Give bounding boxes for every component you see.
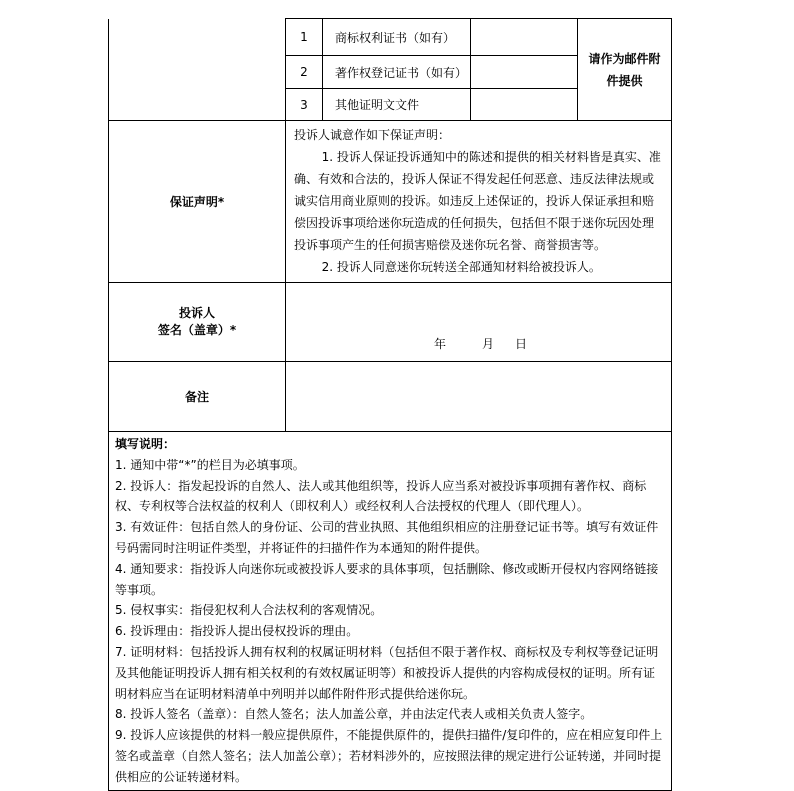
evidence-name: 其他证明文文件 [323,89,471,121]
remarks-label: 备注 [109,362,286,432]
remarks-field[interactable] [286,362,672,432]
signature-label-line2: 签名（盖章）* [157,323,237,337]
evidence-value-cell[interactable] [471,56,578,89]
complaint-form [108,18,671,791]
instruction-item: 2. 投诉人：指发起投诉的自然人、法人或其他组织等，投诉人应当系对被投诉事项拥有著作权、商标权、专利权等合法权益的权利人（即权利人）或经权利人合法授权的代理人（即代理人）。 [115,478,647,514]
guarantee-label: 保证声明* [109,121,286,283]
instructions-title: 填写说明： [115,437,176,451]
evidence-no: 3 [286,89,323,121]
guarantee-row [109,121,672,283]
guarantee-p2: 2. 投诉人同意迷你玩转送全部通知材料给被投诉人。 [321,260,601,274]
instructions [109,432,672,791]
signature-label-line1: 投诉人 [178,306,215,320]
guarantee-content [286,121,672,283]
instruction-item: 4. 通知要求：指投诉人向迷你玩或被投诉人要求的具体事项，包括删除、修改或断开侵权内容网络链接等事项。 [115,561,659,597]
evidence-value-cell[interactable] [471,19,578,56]
signature-label [109,283,286,362]
date-day: 日 [515,337,528,351]
remarks-row [109,362,672,432]
evidence-note: 请作为邮件附件提供 [578,19,672,121]
instructions-row [109,432,672,791]
evidence-no: 1 [286,19,323,56]
evidence-name: 著作权登记证书（如有） [323,56,471,89]
evidence-name: 商标权利证书（如有） [323,19,471,56]
evidence-label-cell [109,19,286,121]
evidence-value-cell[interactable] [471,89,578,121]
guarantee-intro: 投诉人诚意作如下保证声明： [294,128,451,142]
form-table [108,18,672,791]
guarantee-p1: 1. 投诉人保证投诉通知中的陈述和提供的相关材料皆是真实、准确、有效和合法的，投诉人保证不得发起任何恶意、违反法律法规或诚实信用商业原则的投诉。如违反上述保证的，投诉人保证承担和赔偿因投诉事项给迷你玩造成的任何损失，包括但不限于迷你玩因处理投诉事项产生的任何损害赔偿及迷你玩名誉、商誉损害等。 [294,150,661,252]
instruction-item: 5. 侵权事实：指侵犯权利人合法权利的客观情况。 [115,603,383,618]
date-month: 月 [482,337,495,351]
instruction-item: 6. 投诉理由：指投诉人提出侵权投诉的理由。 [115,624,359,639]
instruction-item: 7. 证明材料：包括投诉人拥有权利的权属证明材料（包括但不限于著作权、商标权及专利权等登记证明及其他能证明投诉人拥有相关权利的有效权属证明等）和被投诉人提供的内容构成侵权的证明。所有证明材料应当在证明材料清单中列明并以邮件附件形式提供给迷你玩。 [115,644,659,701]
instruction-item: 3. 有效证件：包括自然人的身份证、公司的营业执照、其他组织相应的注册登记证书等。填写有效证件号码需同时注明证件类型，并将证件的扫描件作为本通知的附件提供。 [115,520,659,555]
instruction-item: 9. 投诉人应该提供的材料一般应提供原件，不能提供原件的，提供扫描件/复印件的，应在相应复印件上签名或盖章（自然人签名；法人加盖公章）；若材料涉外的，应按照法律的规定进行公证转递，并同时提供相应的公证转递材料。 [115,728,663,784]
instruction-item: 8. 投诉人签名（盖章）：自然人签名；法人加盖公章，并由法定代表人或相关负责人签字。 [115,707,593,722]
instruction-item: 1. 通知中带“*”的栏目为必填事项。 [115,457,305,472]
signature-field[interactable] [286,283,672,362]
date-year: 年 [434,337,447,351]
signature-row [109,283,672,362]
evidence-no: 2 [286,56,323,89]
evidence-row [109,19,672,56]
